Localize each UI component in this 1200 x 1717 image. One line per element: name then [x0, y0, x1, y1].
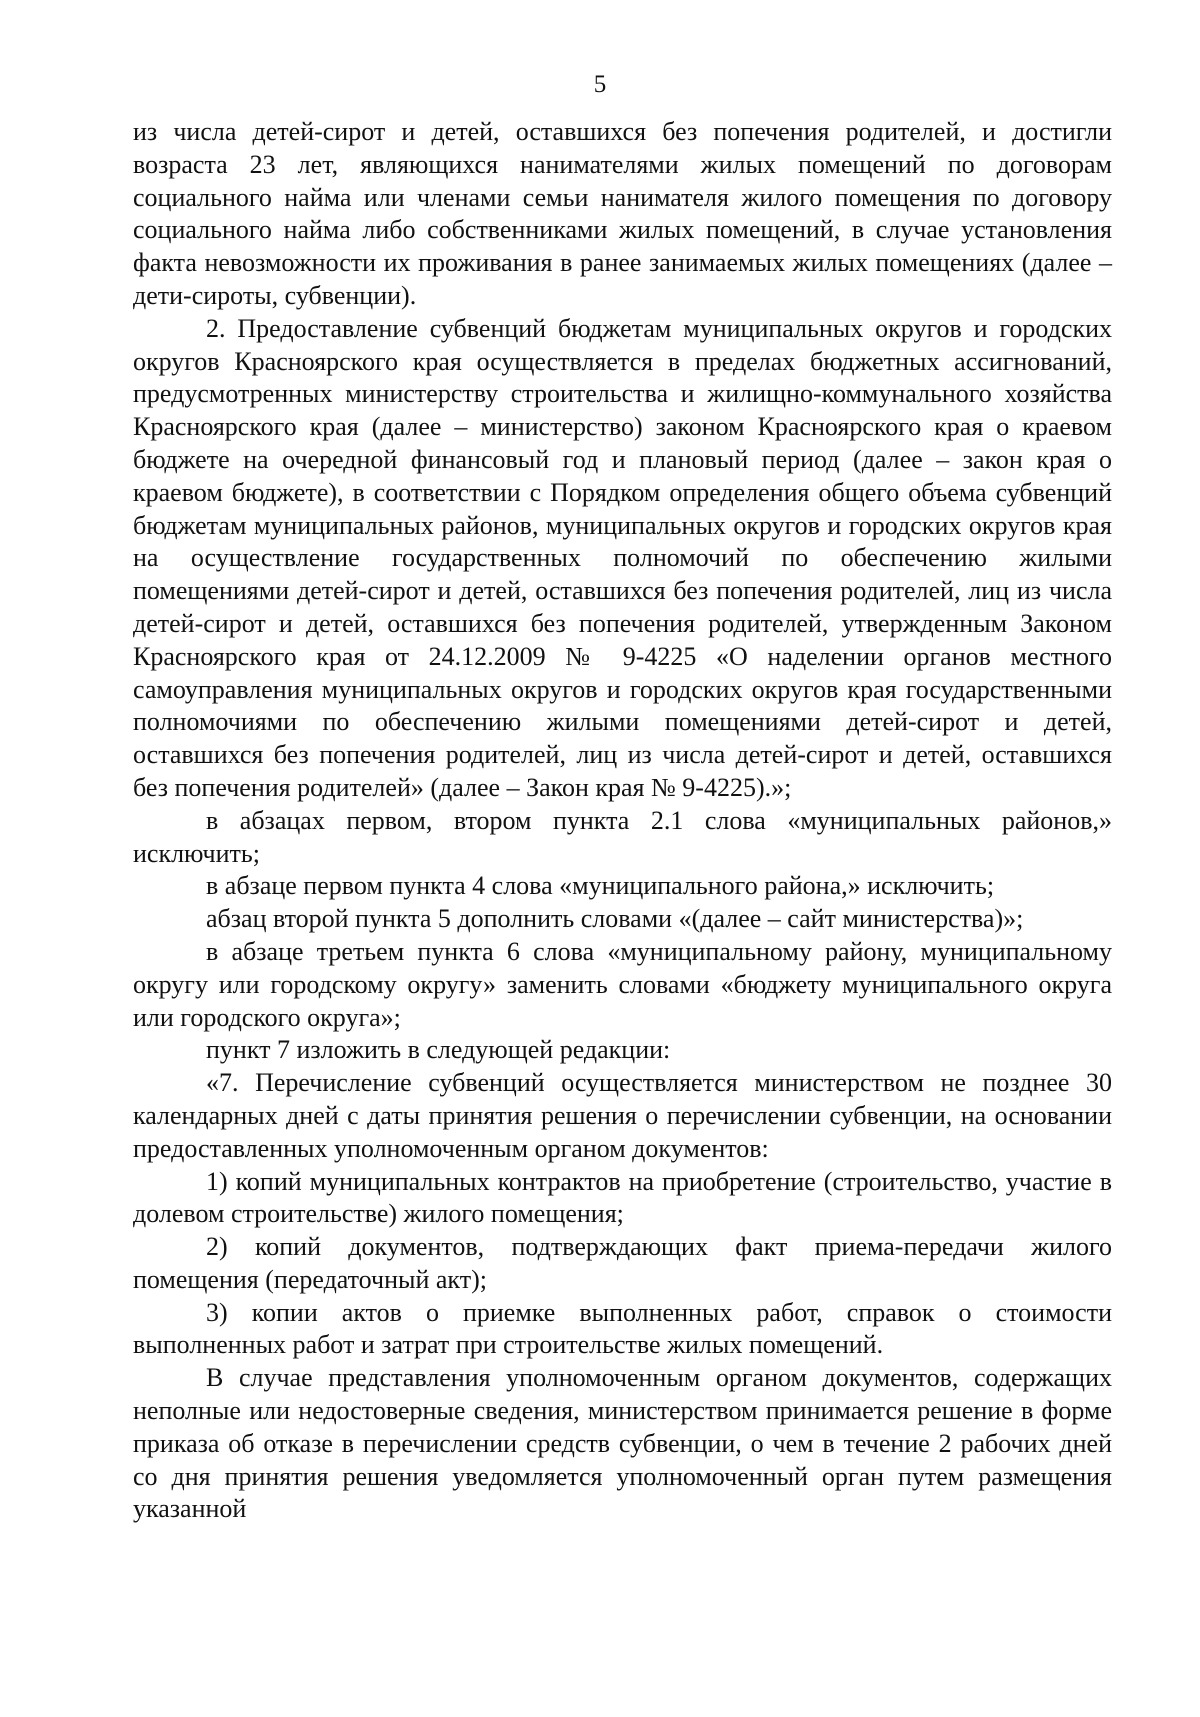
paragraph-subitem-3: 3) копии актов о приемке выполненных работ, справок о стоимости выполненных работ и затрат при строительстве жилых помещений.	[133, 1297, 1112, 1360]
document-body	[133, 116, 1112, 1526]
paragraph-subitem-2: 2) копий документов, подтверждающих факт приема-передачи жилого помещения (передаточный акт);	[133, 1232, 1112, 1294]
paragraph-refusal: В случае представления уполномоченным органом документов, содержащих неполные или недостоверные сведения, министерством принимается решение в форме приказа об отказе в перечислении средств субвенции, о чем в течение 2 рабочих дней со дня принятия решения уведомляется уполномоченный орган путем размещения указанной	[133, 1363, 1112, 1524]
paragraph-amendment-4: в абзаце первом пункта 4 слова «муниципального района,» исключить;	[206, 871, 995, 901]
paragraph-item-7: «7. Перечисление субвенций осуществляется министерством не позднее 30 календарных дней с даты принятия решения о перечислении субвенции, на основании предоставленных уполномоченным органом документов:	[133, 1068, 1112, 1163]
paragraph-amendment-2-1: в абзацах первом, втором пункта 2.1 слова «муниципальных районов,» исключить;	[133, 805, 1112, 868]
page-number: 5	[593, 71, 607, 98]
paragraph-intro-continuation: из числа детей-сирот и детей, оставшихся без попечения родителей, и достигли возраста 23 лет, являющихся нанимателями жилых помещений по договорам социального найма или членами семьи нанимателя жилого помещения по договору социального найма либо собственниками жилых помещений, в случае установления факта невозможности их проживания в ранее занимаемых жилых помещениях (далее – дети-сироты, субвенции).	[133, 117, 1112, 310]
paragraph-subitem-1: 1) копий муниципальных контрактов на приобретение (строительство, участие в долевом строительстве) жилого помещения;	[133, 1166, 1112, 1229]
paragraph-amendment-6: в абзаце третьем пункта 6 слова «муниципальному району, муниципальному округу или городскому округу» заменить словами «бюджету муниципального округа или городского округа»;	[133, 936, 1112, 1032]
paragraph-item-2: 2. Предоставление субвенций бюджетам муниципальных округов и городских округов Красноярского края осуществляется в пределах бюджетных ассигнований, предусмотренных министерству строительства и жилищно-коммунального хозяйства Красноярского края (далее – министерство) законом Красноярского края о краевом бюджете на очередной финансовый год и плановый период (далее – закон края о краевом бюджете), в соответствии с Порядком определения общего объема субвенций бюджетам муниципальных районов, муниципальных округов и городских округов края на осуществление государственных полномочий по обеспечению жилыми помещениями детей-сирот и детей, оставшихся без попечения родителей, лиц из числа детей-сирот и детей, оставшихся без попечения родителей, утвержденным Законом Красноярского края от 24.12.2009 № 9-4225 «О наделении органов местного самоуправления муниципальных округов и городских округов края государственными полномочиями по обеспечению жилыми помещениями детей-сирот и детей, оставшихся без попечения родителей, лиц из числа детей-сирот и детей, оставшихся без попечения родителей» (далее – Закон края № 9-4225).»;	[133, 313, 1112, 802]
paragraph-amendment-5: абзац второй пункта 5 дополнить словами «(далее – сайт министерства)»;	[206, 904, 1024, 934]
paragraph-amendment-7-intro: пункт 7 изложить в следующей редакции:	[206, 1035, 671, 1065]
